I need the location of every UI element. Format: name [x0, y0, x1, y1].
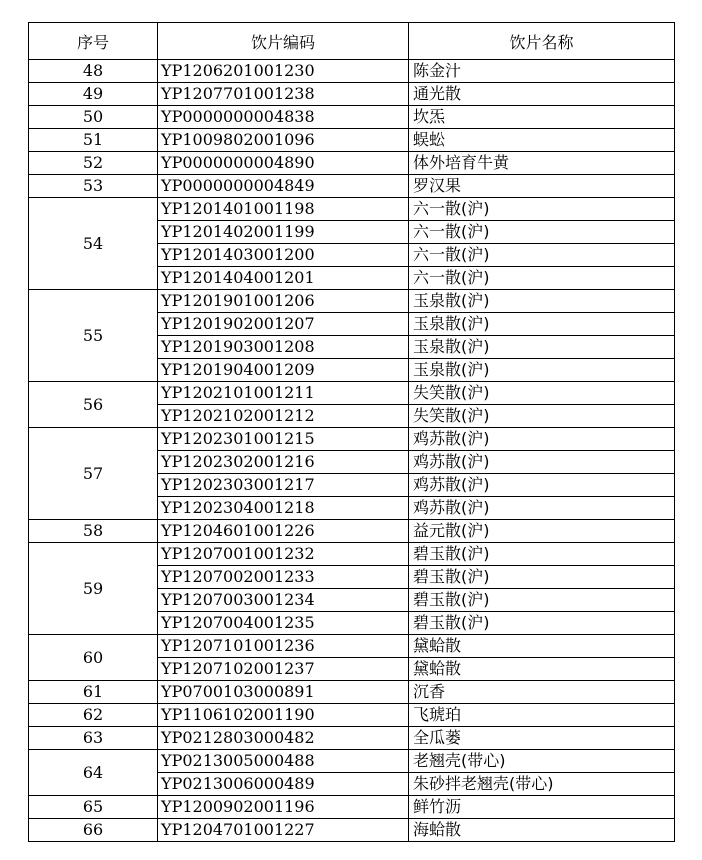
table-row: [29, 520, 675, 543]
serial-number-cell: 66: [29, 819, 158, 842]
serial-number-cell: 51: [29, 129, 158, 152]
piece-name-cell: 玉泉散(沪): [409, 290, 675, 313]
table-row: [29, 83, 675, 106]
piece-name-cell: 鸡苏散(沪): [409, 497, 675, 520]
serial-number-cell: 64: [29, 750, 158, 796]
piece-code-cell: YP1106102001190: [158, 704, 409, 727]
piece-code-cell: YP1204601001226: [158, 520, 409, 543]
piece-name-cell: 黛蛤散: [409, 635, 675, 658]
piece-name-cell: 黛蛤散: [409, 658, 675, 681]
table-row: [29, 819, 675, 842]
piece-code-cell: YP1201904001209: [158, 359, 409, 382]
piece-name-cell: 六一散(沪): [409, 267, 675, 290]
piece-code-cell: YP1202303001217: [158, 474, 409, 497]
serial-number-cell: 60: [29, 635, 158, 681]
piece-name-cell: 鸡苏散(沪): [409, 451, 675, 474]
serial-number-cell: 48: [29, 60, 158, 83]
header-piece-name: 饮片名称: [409, 23, 675, 60]
piece-name-cell: 碧玉散(沪): [409, 566, 675, 589]
serial-number-cell: 65: [29, 796, 158, 819]
piece-code-cell: YP1202102001212: [158, 405, 409, 428]
serial-number-cell: 61: [29, 681, 158, 704]
table-row: [29, 428, 675, 451]
serial-number-cell: 56: [29, 382, 158, 428]
serial-number-cell: 55: [29, 290, 158, 382]
piece-code-cell: YP0213005000488: [158, 750, 409, 773]
piece-name-cell: 朱砂拌老翘壳(带心): [409, 773, 675, 796]
serial-number-cell: 49: [29, 83, 158, 106]
serial-number-cell: 57: [29, 428, 158, 520]
table-row: [29, 727, 675, 750]
table-row: [29, 543, 675, 566]
piece-name-cell: 老翘壳(带心): [409, 750, 675, 773]
piece-name-cell: 碧玉散(沪): [409, 543, 675, 566]
piece-name-cell: 鸡苏散(沪): [409, 474, 675, 497]
piece-name-cell: 碧玉散(沪): [409, 589, 675, 612]
table-body: [29, 60, 675, 842]
serial-number-cell: 63: [29, 727, 158, 750]
piece-code-cell: YP1201401001198: [158, 198, 409, 221]
piece-name-cell: 海蛤散: [409, 819, 675, 842]
piece-name-cell: 失笑散(沪): [409, 405, 675, 428]
piece-code-cell: YP1206201001230: [158, 60, 409, 83]
piece-code-cell: YP0000000004838: [158, 106, 409, 129]
table-row: [29, 796, 675, 819]
piece-name-cell: 鲜竹沥: [409, 796, 675, 819]
table-row: [29, 175, 675, 198]
piece-code-cell: YP1201404001201: [158, 267, 409, 290]
piece-name-cell: 六一散(沪): [409, 221, 675, 244]
header-piece-code: 饮片编码: [158, 23, 409, 60]
piece-code-cell: YP1202304001218: [158, 497, 409, 520]
table-row: [29, 60, 675, 83]
header-row: [29, 23, 675, 60]
piece-name-cell: 六一散(沪): [409, 198, 675, 221]
piece-code-cell: YP1201901001206: [158, 290, 409, 313]
piece-name-cell: 益元散(沪): [409, 520, 675, 543]
table-row: [29, 681, 675, 704]
piece-code-cell: YP1207102001237: [158, 658, 409, 681]
piece-code-cell: YP0000000004849: [158, 175, 409, 198]
piece-code-cell: YP0000000004890: [158, 152, 409, 175]
piece-code-cell: YP1009802001096: [158, 129, 409, 152]
piece-code-cell: YP0213006000489: [158, 773, 409, 796]
piece-name-cell: 鸡苏散(沪): [409, 428, 675, 451]
piece-name-cell: 蜈蚣: [409, 129, 675, 152]
table-row: [29, 382, 675, 405]
table-row: [29, 129, 675, 152]
piece-name-cell: 玉泉散(沪): [409, 313, 675, 336]
piece-name-cell: 全瓜蒌: [409, 727, 675, 750]
table-row: [29, 635, 675, 658]
serial-number-cell: 62: [29, 704, 158, 727]
serial-number-cell: 52: [29, 152, 158, 175]
piece-code-cell: YP1207001001232: [158, 543, 409, 566]
piece-name-cell: 六一散(沪): [409, 244, 675, 267]
piece-code-cell: YP1201902001207: [158, 313, 409, 336]
serial-number-cell: 59: [29, 543, 158, 635]
piece-name-cell: 飞琥珀: [409, 704, 675, 727]
piece-code-cell: YP1207701001238: [158, 83, 409, 106]
piece-name-cell: 罗汉果: [409, 175, 675, 198]
table-row: [29, 198, 675, 221]
piece-code-cell: YP1201903001208: [158, 336, 409, 359]
table-row: [29, 290, 675, 313]
piece-name-cell: 玉泉散(沪): [409, 359, 675, 382]
piece-name-cell: 坎炁: [409, 106, 675, 129]
piece-name-cell: 失笑散(沪): [409, 382, 675, 405]
piece-code-cell: YP1200902001196: [158, 796, 409, 819]
piece-name-cell: 体外培育牛黄: [409, 152, 675, 175]
table-row: [29, 106, 675, 129]
header-serial-number: 序号: [29, 23, 158, 60]
serial-number-cell: 54: [29, 198, 158, 290]
piece-code-cell: YP0212803000482: [158, 727, 409, 750]
table-row: [29, 704, 675, 727]
herbal-pieces-table: [28, 22, 675, 842]
piece-name-cell: 通光散: [409, 83, 675, 106]
serial-number-cell: 58: [29, 520, 158, 543]
piece-code-cell: YP1201402001199: [158, 221, 409, 244]
piece-code-cell: YP1202302001216: [158, 451, 409, 474]
piece-code-cell: YP1207004001235: [158, 612, 409, 635]
piece-code-cell: YP1202101001211: [158, 382, 409, 405]
piece-code-cell: YP1204701001227: [158, 819, 409, 842]
serial-number-cell: 50: [29, 106, 158, 129]
table-row: [29, 750, 675, 773]
piece-name-cell: 陈金汁: [409, 60, 675, 83]
serial-number-cell: 53: [29, 175, 158, 198]
piece-name-cell: 玉泉散(沪): [409, 336, 675, 359]
piece-code-cell: YP1201403001200: [158, 244, 409, 267]
piece-code-cell: YP1202301001215: [158, 428, 409, 451]
piece-code-cell: YP1207101001236: [158, 635, 409, 658]
piece-name-cell: 碧玉散(沪): [409, 612, 675, 635]
piece-code-cell: YP1207002001233: [158, 566, 409, 589]
piece-code-cell: YP0700103000891: [158, 681, 409, 704]
table-row: [29, 152, 675, 175]
piece-code-cell: YP1207003001234: [158, 589, 409, 612]
piece-name-cell: 沉香: [409, 681, 675, 704]
